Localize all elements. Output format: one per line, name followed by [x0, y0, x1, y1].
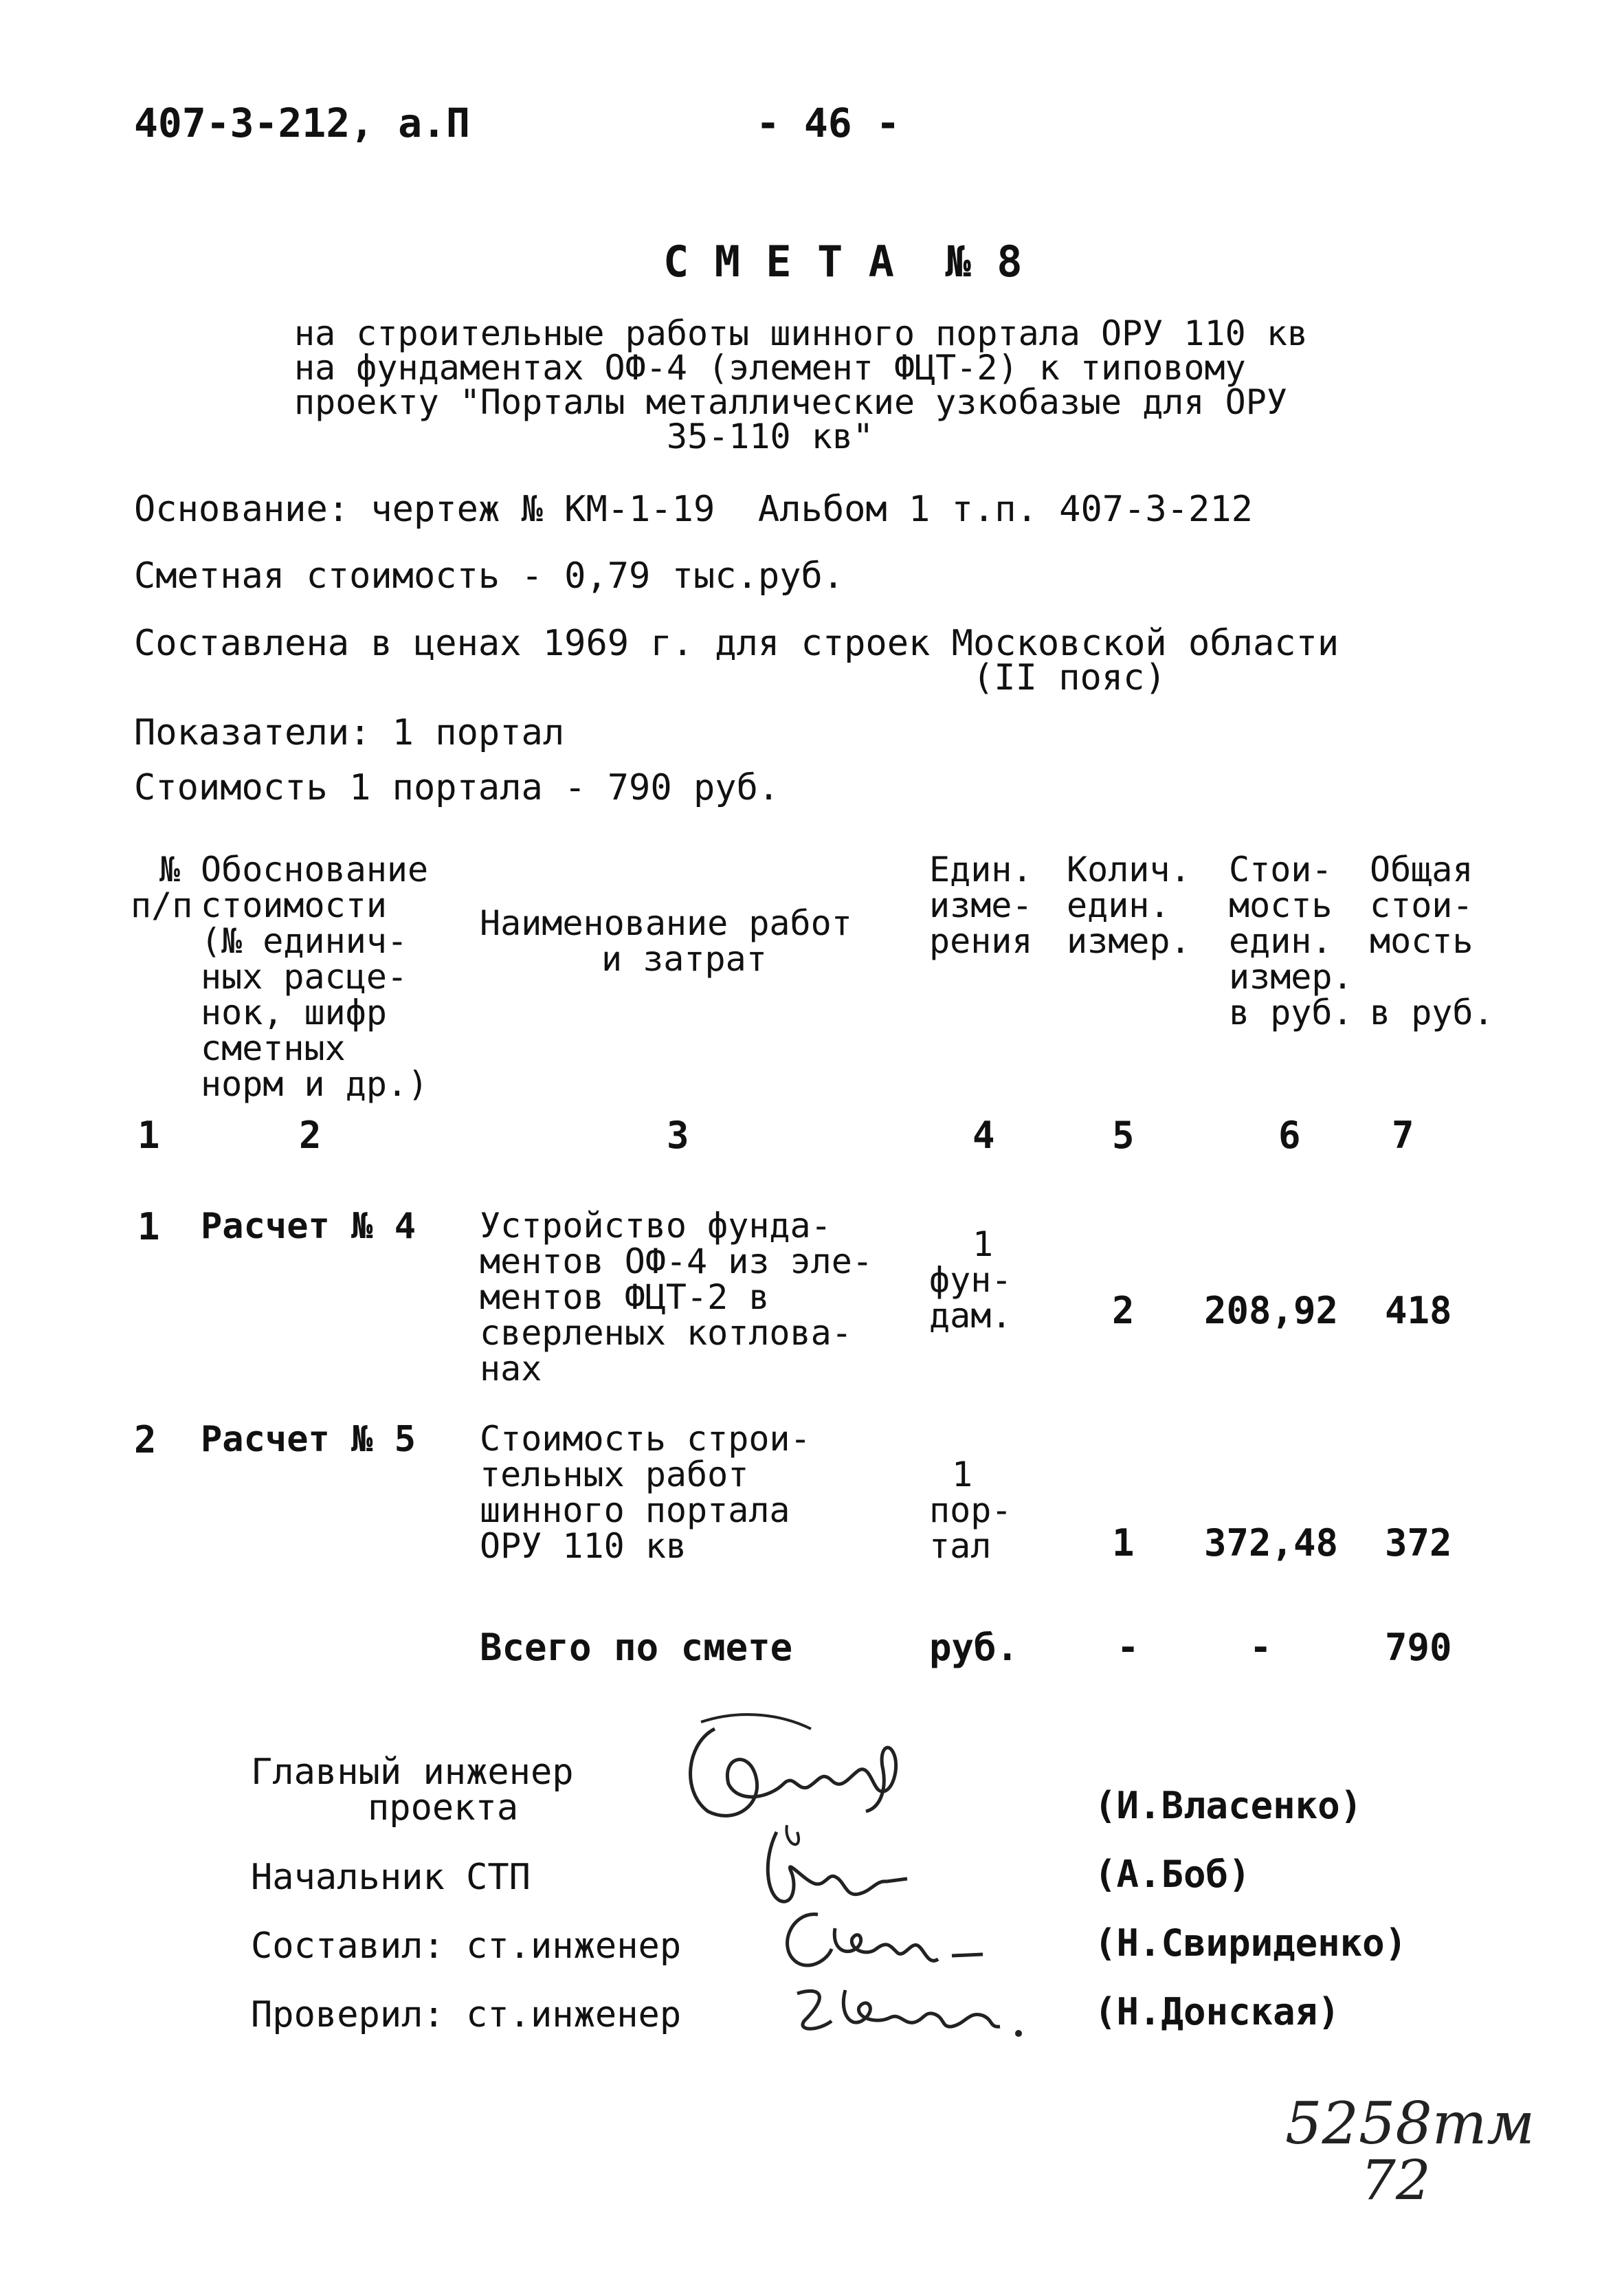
row-name-line: Стоимость строи- [480, 1419, 811, 1459]
row-basis: Расчет № 4 [201, 1206, 416, 1247]
prices-line: Составлена в ценах 1969 г. для строек Московской области [134, 623, 1339, 664]
row-unit-line: 1 [952, 1455, 973, 1494]
signature-vlasenko [674, 1701, 935, 1828]
row-unit-line: 1 [972, 1224, 994, 1264]
signatory-name: (Н.Свириденко) [1094, 1921, 1408, 1965]
signature-donskaya [777, 1973, 1038, 2051]
indicators-line: Показатели: 1 портал [134, 712, 565, 753]
header-num-l1: № [159, 850, 181, 890]
row-number: 1 [137, 1205, 160, 1248]
row-quantity: 2 [1112, 1289, 1135, 1332]
signature-role: проекта [368, 1787, 519, 1829]
handwritten-inventory-number: 5258тм [1285, 2090, 1535, 2157]
row-name-line: Устройство фунда- [480, 1206, 832, 1246]
row-unit-line: фун- [929, 1260, 1012, 1300]
header-qty-l1: Колич. [1067, 850, 1191, 890]
subtitle-line-2: на фундаментах ОФ-4 (элемент ФЦТ-2) к типовому [294, 348, 1246, 388]
subtitle-line-4: 35-110 кв" [667, 417, 874, 456]
row-unit-line: дам. [929, 1296, 1012, 1336]
row-number: 2 [134, 1418, 157, 1461]
row-name-line: нах [480, 1349, 542, 1389]
row-name-line: шинного портала [480, 1490, 790, 1530]
row-name-line: сверленых котлова- [480, 1313, 852, 1353]
header-price-l1: Стои- [1229, 850, 1333, 890]
row-unit-line: тал [929, 1526, 992, 1566]
row-unit-price: 208,92 [1204, 1289, 1339, 1332]
document-code: 407-3-212, а.П [134, 100, 470, 146]
basis-line: Основание: чертеж № КМ-1-19 Альбом 1 т.п. 407-3-212 [134, 489, 1253, 530]
subtitle-line-3: проекту "Порталы металлические узкобазые для ОРУ [294, 382, 1287, 422]
header-basis-l3: (№ единич- [201, 921, 408, 961]
header-basis-l4: ных расце- [201, 957, 408, 997]
row-quantity: 1 [1112, 1521, 1135, 1565]
column-number: 1 [137, 1114, 160, 1157]
page-number: - 46 - [756, 100, 900, 146]
total-unit: руб. [929, 1626, 1019, 1669]
prices-zone: (II пояс) [972, 657, 1166, 698]
header-qty-l2: един. [1067, 885, 1170, 925]
header-basis-l1: Обоснование [201, 850, 429, 890]
header-name-l1: Наименование работ [480, 903, 852, 943]
header-price-l4: измер. [1229, 957, 1353, 997]
header-total-l3: мость [1370, 921, 1473, 961]
header-qty-l3: измер. [1067, 921, 1191, 961]
row-name-line: тельных работ [480, 1455, 749, 1494]
header-basis-l7: норм и др.) [201, 1064, 429, 1104]
total-unit-price: - [1249, 1626, 1272, 1669]
header-price-l2: мость [1229, 885, 1333, 925]
column-number: 2 [299, 1114, 322, 1157]
header-total-l1: Общая [1370, 850, 1473, 890]
row-unit-price: 372,48 [1204, 1521, 1339, 1565]
header-total-l5: в руб. [1370, 993, 1494, 1033]
signature-role: Проверил: ст.инженер [251, 1994, 682, 2035]
subtitle-line-1: на строительные работы шинного портала ОРУ 110 кв [294, 313, 1309, 353]
signatory-name: (А.Боб) [1094, 1853, 1251, 1896]
row-name-line: ОРУ 110 кв [480, 1526, 687, 1566]
signatory-name: (И.Власенко) [1094, 1784, 1363, 1827]
row-unit-line: пор- [929, 1490, 1012, 1530]
estimated-cost-line: Сметная стоимость - 0,79 тыс.руб. [134, 555, 845, 597]
column-number: 7 [1392, 1114, 1414, 1157]
header-unit-l1: Един. [929, 850, 1033, 890]
signature-role: Начальник СТП [251, 1857, 531, 1898]
header-unit-l3: рения [929, 921, 1033, 961]
column-number: 4 [972, 1114, 995, 1157]
header-basis-l5: нок, шифр [201, 993, 387, 1033]
row-total: 372 [1385, 1521, 1452, 1565]
total-quantity: - [1117, 1626, 1139, 1669]
header-basis-l6: сметных [201, 1028, 346, 1068]
header-price-l5: в руб. [1229, 993, 1353, 1033]
column-number: 3 [667, 1114, 689, 1157]
signature-role: Главный инженер [251, 1752, 574, 1793]
header-num-l2: п/п [131, 885, 193, 925]
document-title: С М Е Т А № 8 [663, 236, 1023, 287]
total-label: Всего по смете [480, 1626, 793, 1669]
header-basis-l2: стоимости [201, 885, 387, 925]
row-basis: Расчет № 5 [201, 1419, 416, 1460]
row-total: 418 [1385, 1289, 1452, 1332]
handwritten-sheet-number: 72 [1361, 2148, 1431, 2212]
row-name-line: ментов ОФ-4 из эле- [480, 1241, 873, 1281]
signature-role: Составил: ст.инженер [251, 1925, 682, 1967]
signatory-name: (Н.Донская) [1094, 1990, 1340, 2033]
header-name-l2: и затрат [601, 939, 767, 979]
column-number: 5 [1112, 1114, 1135, 1157]
header-price-l3: един. [1229, 921, 1333, 961]
header-total-l2: стои- [1370, 885, 1473, 925]
row-name-line: ментов ФЦТ-2 в [480, 1277, 770, 1317]
header-unit-l2: изме- [929, 885, 1033, 925]
unit-cost-line: Стоимость 1 портала - 790 руб. [134, 767, 780, 808]
column-number: 6 [1278, 1114, 1301, 1157]
total-value: 790 [1385, 1626, 1452, 1669]
